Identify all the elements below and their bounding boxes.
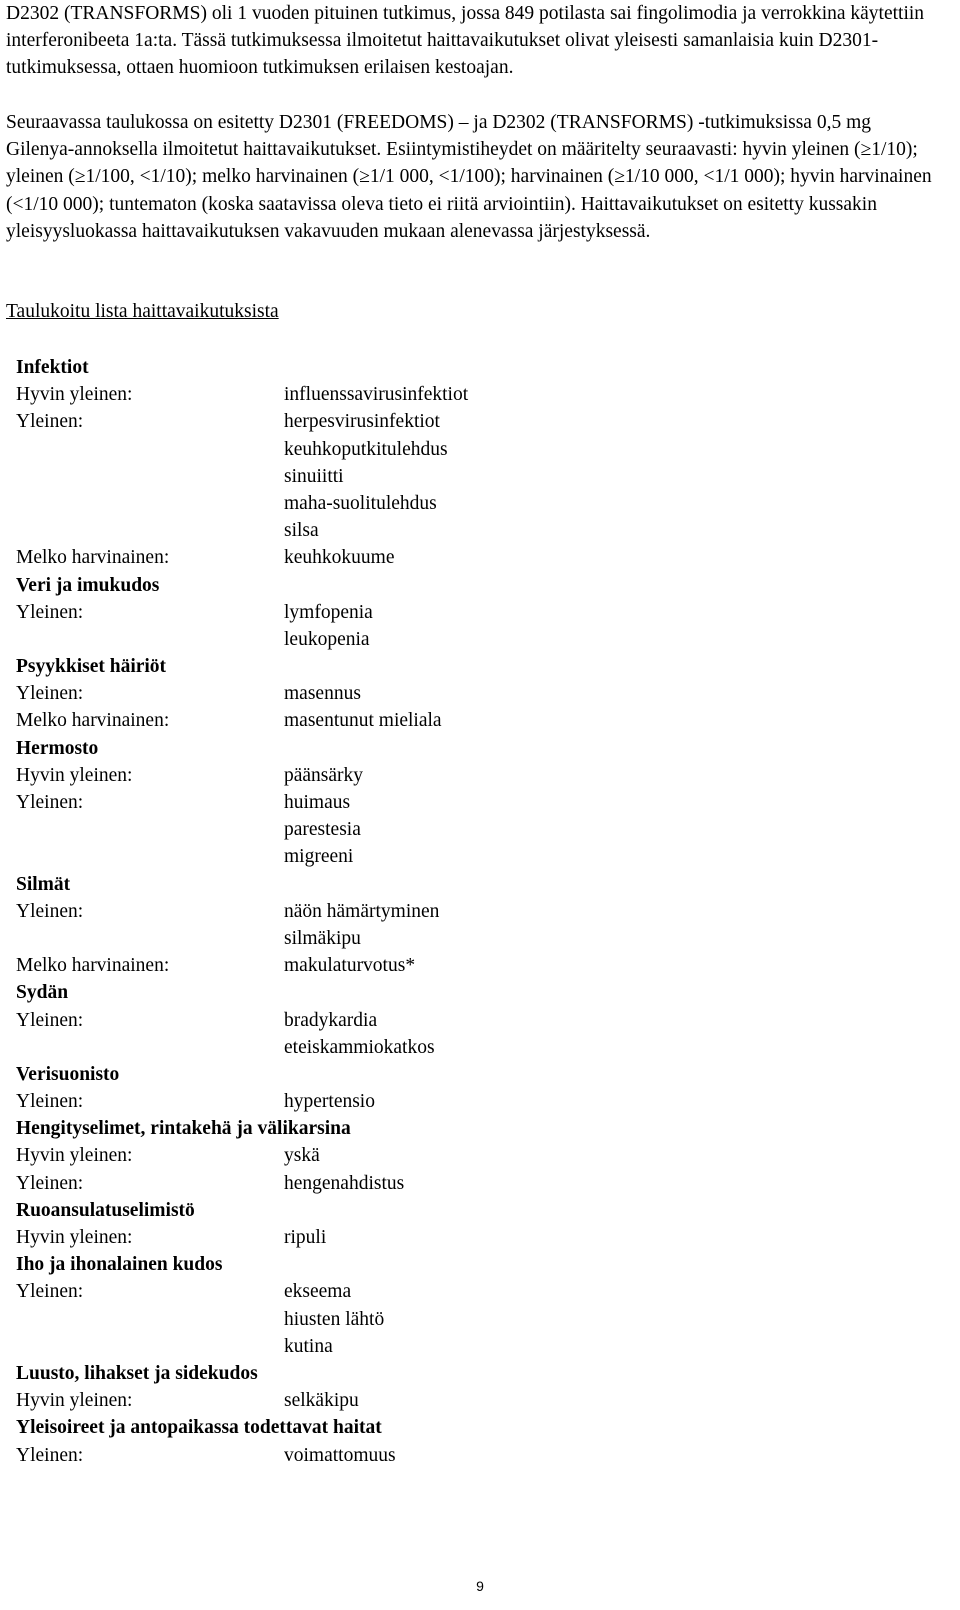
frequency-label: Melko harvinainen: (16, 955, 170, 977)
table-row (16, 1306, 936, 1333)
category-heading (16, 1251, 936, 1278)
page-number: 9 (476, 1578, 484, 1594)
table-row (16, 680, 936, 707)
table-row (16, 1442, 936, 1469)
adverse-effect-term: migreeni (284, 846, 354, 868)
frequency-label: Yleinen: (16, 601, 84, 623)
table-row (16, 1088, 936, 1115)
frequency-label: Yleinen: (16, 1172, 84, 1194)
category-label: Veri ja imukudos (16, 574, 160, 596)
category-label: Sydän (16, 982, 69, 1004)
table-row (16, 599, 936, 626)
adverse-effect-term: sinuiitti (284, 465, 344, 487)
category-label: Luusto, lihakset ja sidekudos (16, 1362, 258, 1384)
adverse-effect-term: makulaturvotus* (284, 955, 416, 977)
frequency-label: Hyvin yleinen: (16, 1390, 133, 1412)
adverse-effect-term: voimattomuus (284, 1444, 396, 1466)
frequency-label: Yleinen: (16, 1009, 84, 1031)
table-row (16, 762, 936, 789)
table-row (16, 1142, 936, 1169)
category-heading (16, 871, 936, 898)
table-row (16, 1387, 936, 1414)
table-row (16, 408, 936, 435)
adverse-effect-term: silsa (284, 520, 319, 542)
list-title: Taulukoitu lista haittavaikutuksista (6, 301, 279, 322)
frequency-label: Yleinen: (16, 900, 84, 922)
adverse-effect-term: eteiskammiokatkos (284, 1036, 435, 1058)
category-label: Yleisoireet ja antopaikassa todettavat haitat (16, 1417, 382, 1439)
intro-paragraph-1: D2302 (TRANSFORMS) oli 1 vuoden pituinen tutkimus, jossa 849 potilasta sai fingolimodia ja verrokkina käytettiin interferonibeeta 1a:ta. Tässä tutkimuksessa ilmoitetut haittavaikutukset olivat yleisesti samanlaisia kuin D2301-tutkimuksessa, ottaen huomioon tutkimuksen erilaisen kestoajan. (6, 3, 925, 79)
table-row (16, 436, 936, 463)
adverse-effect-term: hypertensio (284, 1091, 375, 1113)
category-heading (16, 1197, 936, 1224)
frequency-label: Yleinen: (16, 683, 84, 705)
table-row (16, 381, 936, 408)
table-row (16, 463, 936, 490)
category-heading (16, 1360, 936, 1387)
adverse-effect-term: lymfopenia (284, 601, 373, 623)
frequency-label: Melko harvinainen: (16, 710, 170, 732)
table-row (16, 707, 936, 734)
category-heading (16, 1414, 936, 1441)
adverse-effect-term: bradykardia (284, 1009, 378, 1031)
table-row (16, 1034, 936, 1061)
frequency-label: Yleinen: (16, 1091, 84, 1113)
table-row (16, 1333, 936, 1360)
frequency-label: Yleinen: (16, 411, 84, 433)
adverse-effect-term: masennus (284, 683, 361, 705)
table-row (16, 952, 936, 979)
table-row (16, 843, 936, 870)
category-label: Hermosto (16, 737, 99, 759)
adverse-effect-term: keuhkoputkitulehdus (284, 438, 448, 460)
frequency-label: Yleinen: (16, 792, 84, 813)
frequency-label: Hyvin yleinen: (16, 1227, 133, 1248)
category-heading (16, 572, 936, 599)
adverse-effect-term: ekseema (284, 1281, 352, 1303)
table-row (16, 626, 936, 653)
adverse-effect-term: herpesvirusinfektiot (284, 411, 440, 433)
table-row (16, 544, 936, 571)
adverse-effect-term: maha-suolitulehdus (284, 492, 437, 514)
adverse-effect-term: keuhkokuume (284, 547, 395, 569)
category-heading (16, 354, 936, 381)
table-row (16, 816, 936, 843)
adverse-effect-term: hengenahdistus (284, 1172, 405, 1194)
category-heading (16, 735, 936, 762)
frequency-label: Yleinen: (16, 1281, 84, 1303)
adverse-effect-term: näön hämärtyminen (284, 900, 440, 922)
table-row (16, 789, 936, 816)
category-heading (16, 979, 936, 1006)
adverse-effect-term: ripuli (284, 1227, 327, 1248)
table-row (16, 1007, 936, 1034)
category-heading (16, 653, 936, 680)
category-label: Infektiot (16, 357, 89, 378)
table-row (16, 1170, 936, 1197)
table-row (16, 490, 936, 517)
intro-paragraph-2: Seuraavassa taulukossa on esitetty D2301 (FREEDOMS) – ja D2302 (TRANSFORMS) -tutkimuksissa 0,5 mg Gilenya-annoksella ilmoitetut haittavaikutukset. Esiintymistiheydet on määritelty seuraavasti: hyvin yleinen (≥1/10); yleinen (≥1/100, <1/10); melko harvinainen (≥1/1 000, <1/100); harvinainen (≥1/10 000, <1/1 000); hyvin harvinainen (<1/10 000); tuntematon (koska saatavissa oleva tieto ei riitä arviointiin). Haittavaikutukset on esitetty kussakin yleisyysluokassa haittavaikutuksen vakavuuden mukaan alenevassa järjestyksessä. (6, 112, 932, 242)
adverse-effects-table (16, 354, 936, 1469)
frequency-label: Melko harvinainen: (16, 547, 170, 569)
adverse-effect-term: influenssavirusinfektiot (284, 384, 469, 406)
category-label: Hengityselimet, rintakehä ja välikarsina (16, 1118, 351, 1140)
frequency-label: Yleinen: (16, 1444, 84, 1466)
table-row (16, 925, 936, 952)
adverse-effect-term: kutina (284, 1335, 333, 1357)
adverse-effect-term: parestesia (284, 819, 361, 841)
adverse-effect-term: leukopenia (284, 628, 370, 650)
table-row (16, 1224, 936, 1251)
table-row (16, 898, 936, 925)
category-label: Psyykkiset häiriöt (16, 656, 167, 678)
adverse-effect-term: yskä (284, 1145, 320, 1167)
adverse-effect-term: huimaus (284, 792, 351, 813)
adverse-effect-term: selkäkipu (284, 1390, 359, 1412)
frequency-label: Hyvin yleinen: (16, 764, 133, 786)
adverse-effect-term: päänsärky (284, 764, 364, 786)
category-label: Ruoansulatuselimistö (16, 1199, 195, 1221)
frequency-label: Hyvin yleinen: (16, 384, 133, 406)
category-label: Verisuonisto (16, 1063, 120, 1085)
adverse-effect-term: masentunut mieliala (284, 710, 442, 732)
category-label: Silmät (16, 873, 71, 895)
category-heading (16, 1061, 936, 1088)
frequency-label: Hyvin yleinen: (16, 1145, 133, 1167)
table-row (16, 1278, 936, 1305)
adverse-effect-term: hiusten lähtö (284, 1308, 385, 1330)
adverse-effect-term: silmäkipu (284, 927, 361, 949)
category-heading (16, 1115, 936, 1142)
category-label: Iho ja ihonalainen kudos (16, 1254, 223, 1276)
table-row (16, 517, 936, 544)
